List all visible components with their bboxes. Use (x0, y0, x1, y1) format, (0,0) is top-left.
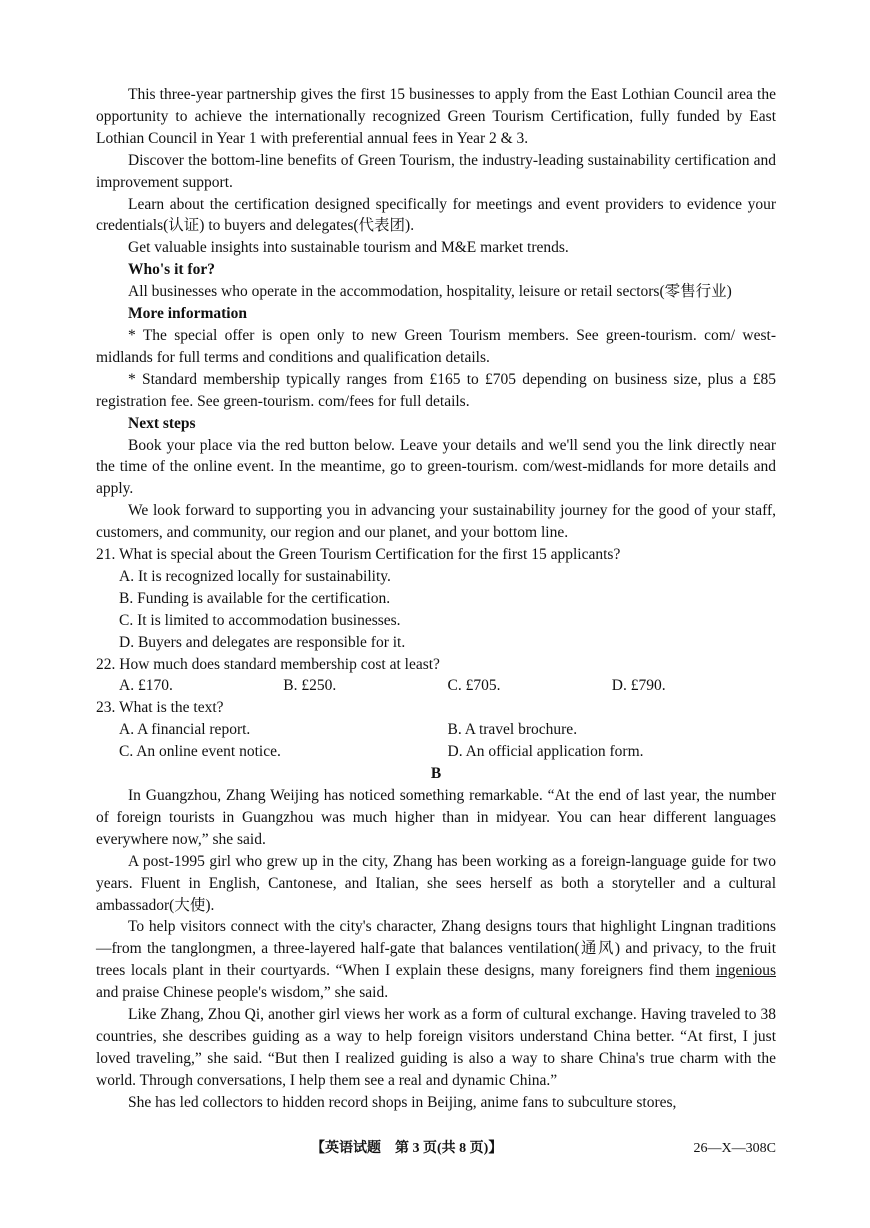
heading-next-steps: Next steps (128, 414, 196, 432)
question-22-options (96, 675, 776, 697)
passage-b-paragraph-3-after: and praise Chinese people's wisdom,” she said. (96, 984, 389, 1002)
passage-a-who-text: All businesses who operate in the accommodation, hospitality, leisure or retail sectors(零售行业) (128, 283, 732, 301)
passage-a-next-2: We look forward to supporting you in advancing your sustainability journey for the good of your staff, customers, and community, our region and our planet, and your bottom line. (96, 502, 776, 542)
underlined-word-ingenious: ingenious (715, 962, 776, 980)
passage-b-paragraph-1: In Guangzhou, Zhang Weijing has noticed something remarkable. “At the end of last year, the number of foreign tourists in Guangzhou was much higher than in midyear. You can hear different languages everywhere now,” she said. (96, 787, 776, 848)
question-22-option-a: A. £170. (119, 677, 173, 695)
page-content (96, 84, 776, 1114)
question-23-option-c: C. An online event notice. (119, 743, 281, 761)
passage-a-paragraph-1: This three-year partnership gives the first 15 businesses to apply from the East Lothian Council area the opportunity to achieve the internationally recognized Green Tourism Certification, fully funded by East Lothian Council in Year 1 with preferential annual fees in Year 2 & 3. (96, 86, 776, 147)
passage-a-paragraph-4: Get valuable insights into sustainable tourism and M&E market trends. (128, 239, 569, 257)
footer-code: 26—X—308C (693, 1141, 776, 1156)
passage-a-paragraph-3: Learn about the certification designed specifically for meetings and event providers to evidence your credentials(认证) to buyers and delegates(代表团). (96, 195, 776, 235)
question-23-options-row-2 (96, 741, 776, 763)
question-22-option-b: B. £250. (283, 677, 337, 695)
passage-a-more-2: * Standard membership typically ranges from £165 to £705 depending on business size, plus a £85 registration fee. See green-tourism. com/fees for full details. (96, 370, 776, 410)
question-21-option-d: D. Buyers and delegates are responsible for it. (119, 633, 406, 651)
question-22-option-c: C. £705. (447, 677, 501, 695)
question-23-option-d: D. An official application form. (447, 743, 644, 761)
footer-title: 【英语试题 第 3 页(共 8 页)】 (311, 1141, 503, 1156)
question-22-option-d: D. £790. (611, 677, 666, 695)
question-21-option-c: C. It is limited to accommodation businesses. (119, 611, 401, 629)
question-21-option-b: B. Funding is available for the certification. (119, 589, 391, 607)
section-b-label: B (430, 765, 442, 783)
passage-b-paragraph-3 (96, 916, 776, 1004)
passage-b-paragraph-4: Like Zhang, Zhou Qi, another girl views her work as a form of cultural exchange. Having traveled to 38 countries, she describes guiding as a way to help foreign visitors understand China better. “At first, I just loved traveling,” she said. “But then I realized guiding is also a way to share China's true charm with the world. Through conversations, I help them see a real and dynamic China.” (96, 1006, 776, 1089)
question-21-option-a: A. It is recognized locally for sustainability. (119, 567, 391, 585)
question-22-stem: 22. How much does standard membership cost at least? (96, 655, 440, 673)
passage-b-paragraph-3-before: To help visitors connect with the city's character, Zhang designs tours that highlight Lingnan traditions—from the tanglongmen, a three-layered half-gate that balances ventilation(通风) and privacy, to the fruit trees locals plant in their courtyards. “When I explain these designs, many foreigners find them (96, 918, 776, 980)
question-23-options-row-1 (96, 719, 776, 741)
heading-more-information: More information (128, 305, 247, 323)
passage-b-paragraph-2: A post-1995 girl who grew up in the city, Zhang has been working as a foreign-language guide for two years. Fluent in English, Cantonese, and Italian, she sees herself as both a storyteller and a cultural ambassador(大使). (96, 852, 776, 914)
question-23-option-b: B. A travel brochure. (447, 721, 578, 739)
passage-a-more-1: * The special offer is open only to new Green Tourism members. See green-tourism. com/ west-midlands for full terms and conditions and qualification details. (96, 326, 776, 366)
passage-a-paragraph-2: Discover the bottom-line benefits of Green Tourism, the industry-leading sustainability certification and improvement support. (96, 151, 776, 191)
heading-who: Who's it for? (128, 261, 215, 279)
question-23-stem: 23. What is the text? (96, 699, 224, 717)
passage-a-next-1: Book your place via the red button below. Leave your details and we'll send you the link directly near the time of the online event. In the meantime, go to green-tourism. com/west-midlands for more details and apply. (96, 436, 776, 498)
question-23-option-a: A. A financial report. (119, 721, 251, 739)
passage-b-paragraph-5: She has led collectors to hidden record shops in Beijing, anime fans to subculture stores, (128, 1093, 677, 1111)
question-21-stem: 21. What is special about the Green Tourism Certification for the first 15 applicants? (96, 546, 621, 564)
